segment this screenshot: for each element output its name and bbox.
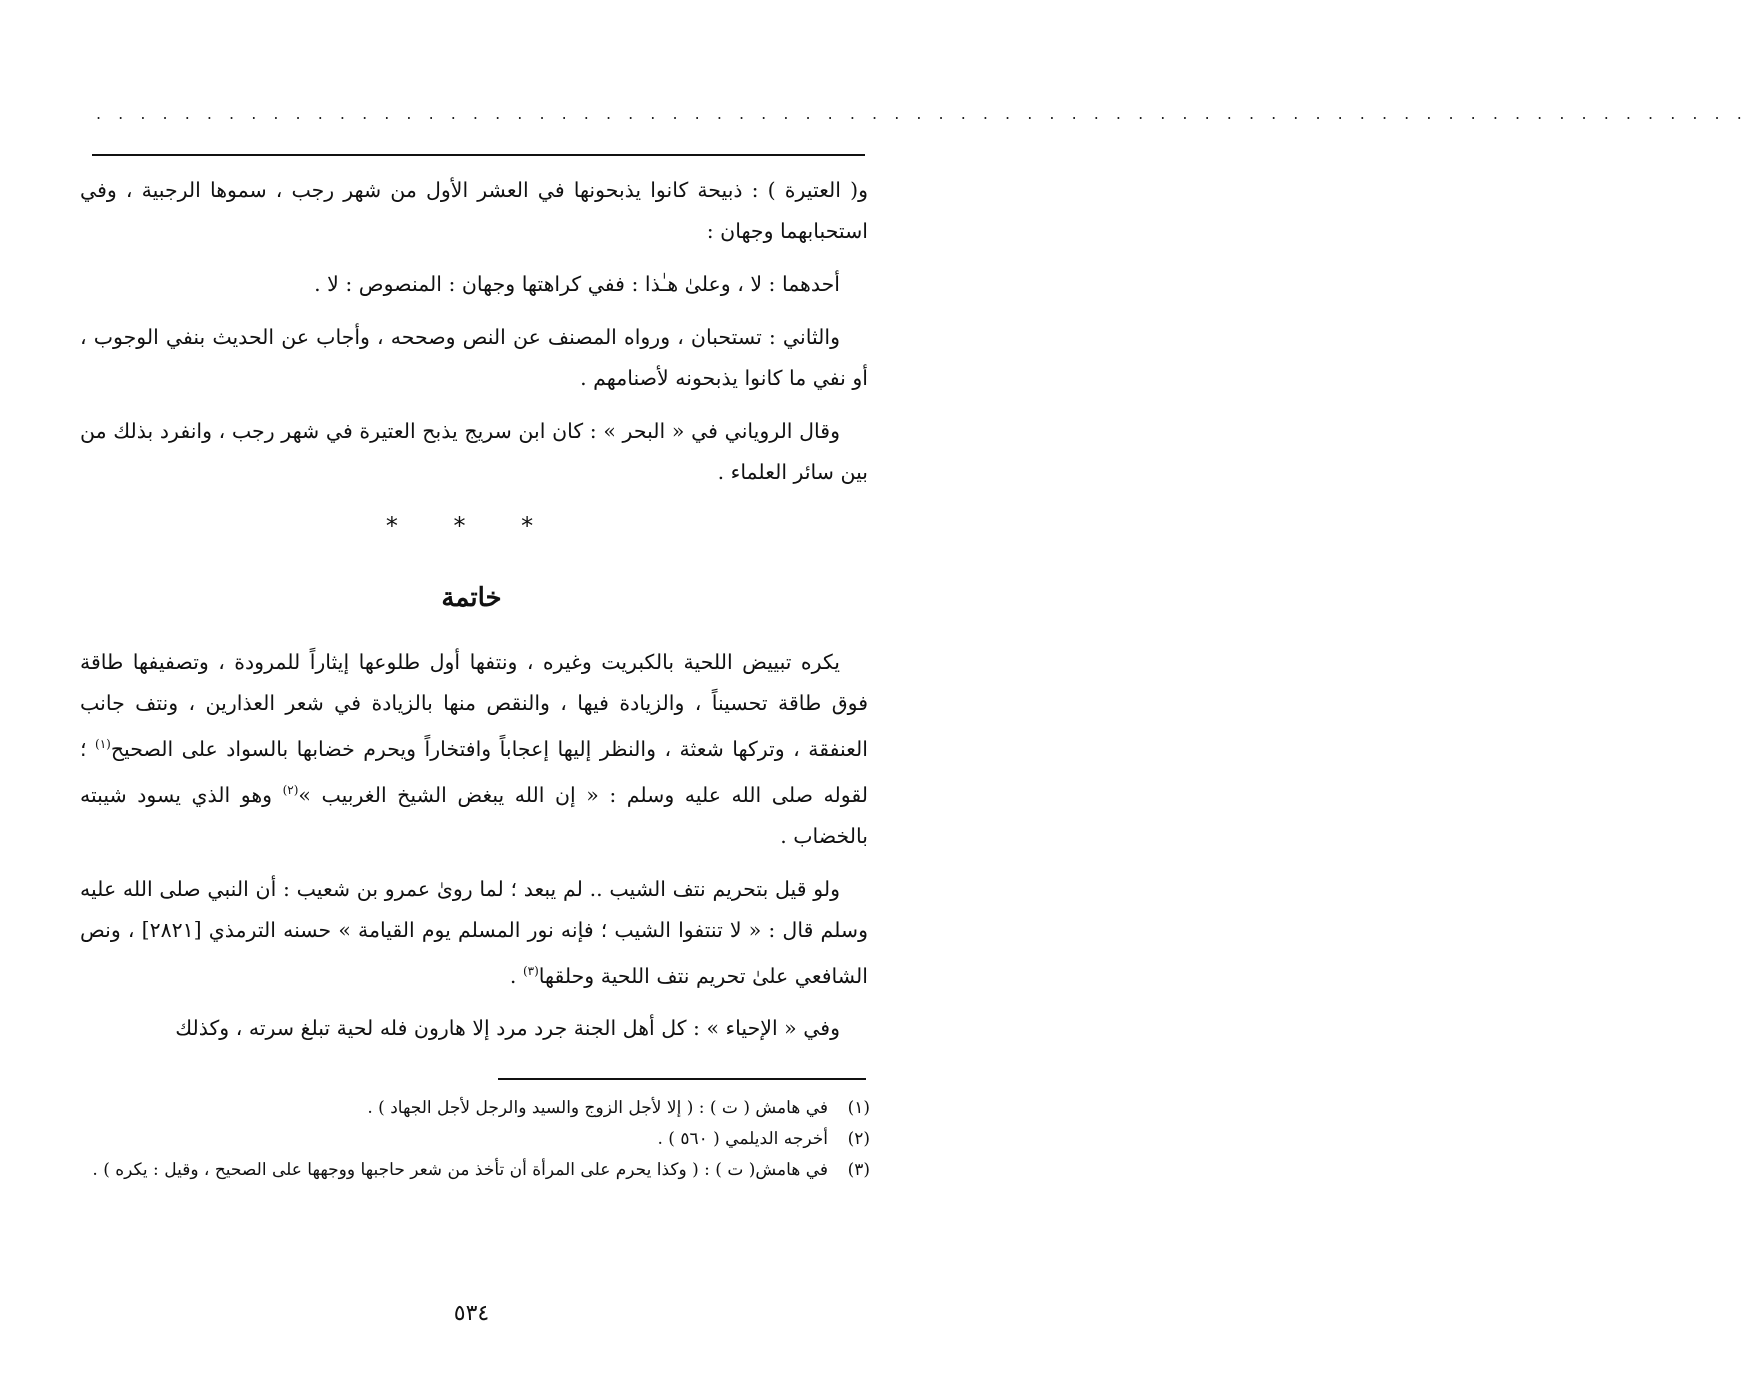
footnotes [84,1093,870,1186]
paragraph-atira-definition: و( العتيرة ) : ذبيحة كانوا يذبحونها في العشر الأول من شهر رجب ، سموها الرجبية ، وفي استحبابهما وجهان : [80,178,868,243]
footnote-ref-2[interactable]: (٢) [282,782,299,797]
paragraph-ihya-quote: وفي « الإحياء » : كل أهل الجنة جرد مرد إلا هارون فله لحية تبلغ سرته ، وكذلك [175,1016,840,1041]
header-rule [92,154,865,156]
footnote-number: (٢) [847,1129,870,1149]
footnote-3 [84,1155,870,1186]
paragraph-second-view: والثاني : تستحبان ، ورواه المصنف عن النص وصححه ، وأجاب عن الحديث بنفي الوجوب ، أو نفي ما كانوا يذبحونه لأصنامهم . [80,325,868,390]
footnote-ref-3[interactable]: (٣) [522,963,539,978]
section-atira [80,170,868,505]
footnote-1 [84,1093,870,1124]
paragraph-text: . [509,963,523,988]
paragraph-text: وهو الذي يسود شيبته بالخضاب . [80,782,868,848]
page-number: ٥٣٤ [453,1301,490,1326]
paragraph-text: ولو قيل بتحريم نتف الشيب .. لم يبعد ؛ لما روىٰ عمرو بن شعيب : أن النبي صلى الله عليه وسلم قال : « لا تنتفوا الشيب ؛ فإنه نور المسلم يوم القيامة » حسنه الترمذي [٢٨٢١] ، ونص الشافعي علىٰ تحريم نتف اللحية وحلقها [80,876,868,988]
paragraph-first-view: أحدهما : لا ، وعلىٰ هـٰذا : ففي كراهتها وجهان : المنصوص : لا . [314,272,840,296]
footnote-ref-1[interactable]: (١) [95,737,111,751]
footnote-number: (١) [847,1098,870,1118]
footnote-2 [84,1124,870,1155]
paragraph-ruyani-quote: وقال الروياني في « البحر » : كان ابن سريج يذبح العتيرة في شهر رجب ، وانفرد بذلك من بين سائر العلماء . [80,419,868,484]
paragraph-text: يكره تبييض اللحية بالكبريت وغيره ، ونتفها أول طلوعها إيثاراً للمرودة ، وتصفيفها طاقة فوق طاقة تحسيناً ، والزيادة فيها ، والنقص منها بالزيادة في شعر العذارين ، ونتف جانب العنفقة ، وتركها شعثة ، والنظر إليها إعجاباً وافتخاراً ويحرم خضابها بالسواد على الصحيح [80,650,868,761]
paragraph-beard-rulings [80,642,868,857]
paragraph-text: ؛ لقوله صلى الله عليه وسلم : « إن الله يبغض الشيخ الغربيب » [80,736,868,807]
paragraph-plucking-gray [80,869,868,997]
section-khatima [80,642,868,1061]
section-heading: خاتمة [441,583,502,613]
footnote-rule [498,1078,866,1080]
top-dotted-line: . . . . . . . . . . . . . . . . . . . . . . . . . . . . . . . . . . . . . . . . . . . . . . . . . . . . . . . . . . . . . . . . . . . . . . . . . . . [96,104,1748,123]
section-separator: * * * [385,512,558,540]
footnote-text: في هامش( ت ) : ( وكذا يحرم على المرأة أن تأخذ من شعر حاجبها ووجهها على الصحيح ، وقيل : يكره ) . [92,1160,828,1180]
footnote-text: في هامش ( ت ) : ( إلا لأجل الزوج والسيد والرجل لأجل الجهاد ) . [367,1098,828,1118]
footnote-text: أخرجه الديلمي ( ٥٦٠ ) . [657,1129,828,1149]
footnote-number: (٣) [847,1160,870,1180]
